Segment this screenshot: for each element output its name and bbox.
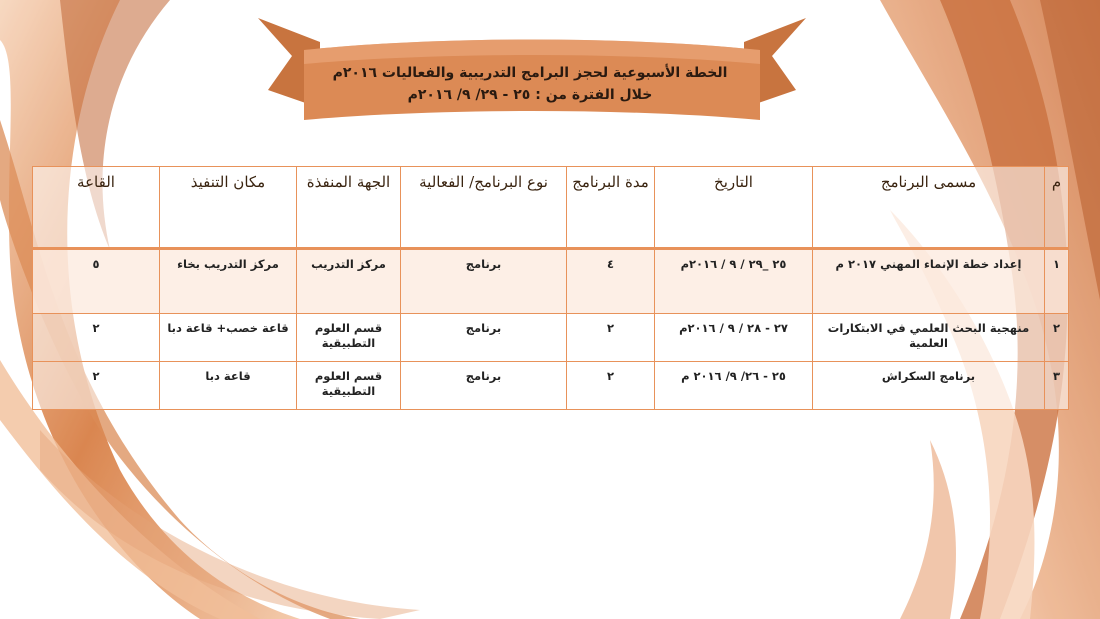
schedule-table-wrapper	[32, 166, 1068, 410]
header-hall: القاعة	[33, 167, 160, 249]
cell-name: برنامج السكراش	[813, 362, 1045, 410]
table-row	[33, 362, 1069, 410]
cell-date: ٢٧ - ٢٨ / ٩ / ٢٠١٦م	[655, 314, 813, 362]
cell-name: منهجية البحث العلمي في الابتكارات العلمية	[813, 314, 1045, 362]
cell-duration: ٢	[567, 314, 655, 362]
header-duration: مدة البرنامج	[567, 167, 655, 249]
cell-place: مركز التدريب بخاء	[160, 249, 297, 314]
header-org: الجهة المنفذة	[297, 167, 401, 249]
cell-org: قسم العلوم التطبيقية	[297, 314, 401, 362]
cell-duration: ٤	[567, 249, 655, 314]
header-num: م	[1045, 167, 1069, 249]
cell-num: ٢	[1045, 314, 1069, 362]
cell-num: ٣	[1045, 362, 1069, 410]
cell-type: برنامج	[401, 249, 567, 314]
cell-duration: ٢	[567, 362, 655, 410]
cell-date: ٢٥ - ٢٦/ ٩/ ٢٠١٦ م	[655, 362, 813, 410]
banner-text	[300, 62, 760, 106]
cell-hall: ٢	[33, 362, 160, 410]
header-date: التاريخ	[655, 167, 813, 249]
cell-hall: ٢	[33, 314, 160, 362]
header-type: نوع البرنامج/ الفعالية	[401, 167, 567, 249]
header-place: مكان التنفيذ	[160, 167, 297, 249]
cell-type: برنامج	[401, 314, 567, 362]
header-name: مسمى البرنامج	[813, 167, 1045, 249]
cell-name: إعداد خطة الإنماء المهني ٢٠١٧ م	[813, 249, 1045, 314]
schedule-table	[32, 166, 1069, 410]
plan-period: خلال الفترة من : ٢٥ - ٢٩/ ٩/ ٢٠١٦م	[407, 87, 653, 103]
cell-type: برنامج	[401, 362, 567, 410]
cell-date: ٢٥ _٢٩ / ٩ / ٢٠١٦م	[655, 249, 813, 314]
cell-org: قسم العلوم التطبيقية	[297, 362, 401, 410]
cell-place: قاعة دبا	[160, 362, 297, 410]
cell-num: ١	[1045, 249, 1069, 314]
plan-title: الخطة الأسبوعية لحجز البرامج التدريبية والفعاليات ٢٠١٦م	[332, 65, 728, 81]
cell-place: قاعة خصب+ قاعة دبا	[160, 314, 297, 362]
header-row	[33, 167, 1069, 249]
table-row	[33, 249, 1069, 314]
cell-org: مركز التدريب	[297, 249, 401, 314]
cell-hall: ٥	[33, 249, 160, 314]
table-row	[33, 314, 1069, 362]
